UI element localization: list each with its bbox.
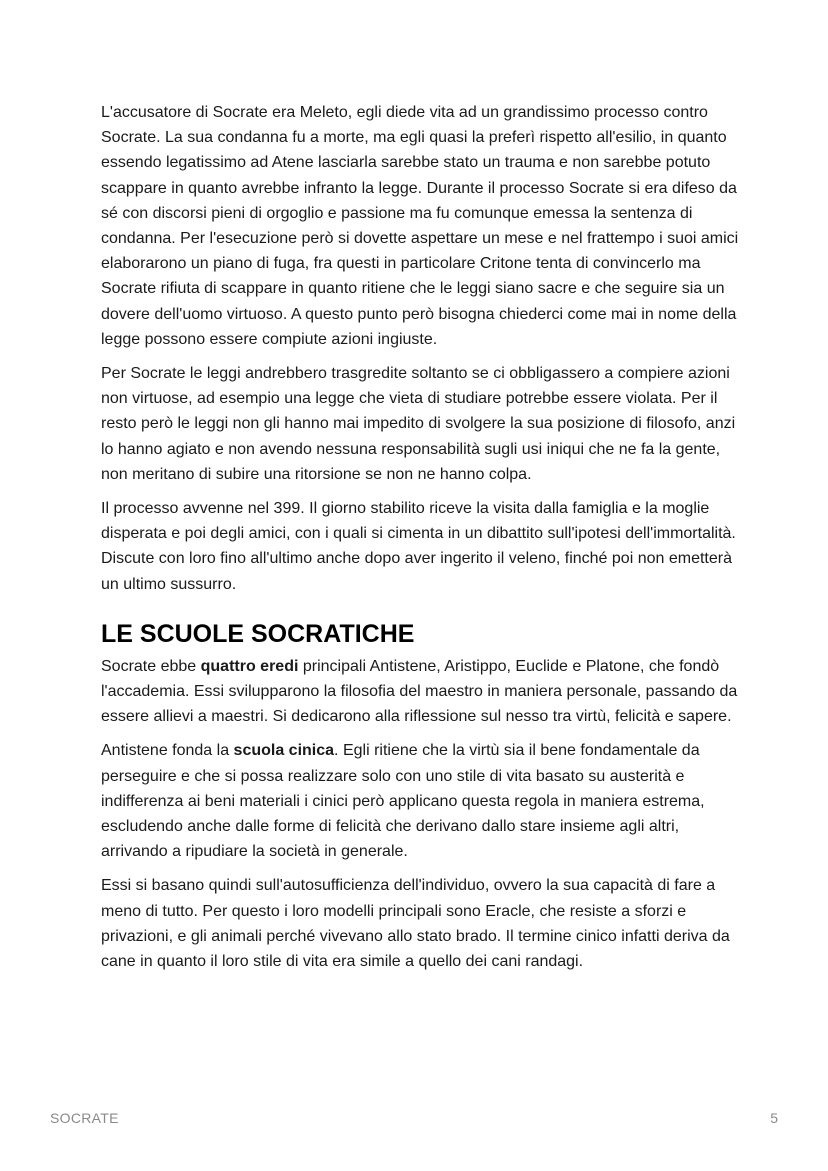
page-content [101, 100, 741, 983]
paragraph-cynic-bold: scuola cinica [233, 742, 335, 760]
footer-title: SOCRATE [50, 1110, 119, 1126]
paragraph-self-sufficiency: Essi si basano quindi sull'autosufficienza dell'individuo, ovvero la sua capacità di fare a meno di tutto. Per questo i loro modelli principali sono Eracle, che resiste a sforzi e privazioni, e gli animali perché vivevano allo stato brado. Il termine cinico infatti deriva da cane in quanto il loro stile di vita era simile a quello dei cani randagi. [101, 877, 730, 971]
paragraph-cynic-text-end: . Egli ritiene che la virtù sia il bene fondamentale da perseguire e che si possa realizzare solo con uno stile di vita basato su austerità e indifferenza ai beni materiali i cinici però applicano questa regola in maniera estrema, escludendo anche dalle forme di felicità che derivano dallo stare insieme agli altri, arrivando a ripudiare la società in generale. [101, 742, 705, 861]
paragraph-laws: Per Socrate le leggi andrebbero trasgredite soltanto se ci obbligassero a compiere azioni non virtuose, ad esempio una legge che vieta di studiare potrebbe essere violata. Per il resto però le leggi non gli hanno mai impedito di svolgere la sua posizione di filosofo, anzi lo hanno agiato e non avendo nessuna responsabilità sugli usi iniqui che ne fa la gente, non meritano di subire una ritorsione se non ne hanno colpa. [101, 365, 736, 483]
paragraph-heirs-text-end: principali Antistene, Aristippo, Euclide e Platone, che fondò l'accademia. Essi svilupparono la filosofia del maestro in maniera personale, passando da essere allievi a maestri. Si dedicarono alla riflessione sul nesso tra virtù, felicità e sapere. [101, 657, 738, 726]
section-heading: LE SCUOLE SOCRATICHE [101, 619, 415, 648]
paragraph-accusation: L'accusatore di Socrate era Meleto, egli diede vita ad un grandissimo processo contro Socrate. La sua condanna fu a morte, ma egli quasi la preferì rispetto all'esilio, in quanto essendo legatissimo ad Atene lasciarla sarebbe stato un trauma e non sarebbe potuto scappare in quanto avrebbe infranto la legge. Durante il processo Socrate si era difeso da sé con discorsi pieni di orgoglio e passione ma fu comunque emessa la sentenza di condanna. Per l'esecuzione però si dovette aspettare un mese e nel frattempo i suoi amici elaborarono un piano di fuga, fra questi in particolare Critone tenta di convincerlo ma Socrate rifiuta di scappare in quanto ritiene che le leggi siano sacre e che seguire sia un dovere dell'uomo virtuoso. A questo punto però bisogna chiederci come mai in nome della legge possono essere compiute azioni ingiuste. [101, 104, 739, 348]
paragraph-heirs-text-start: Socrate ebbe [101, 657, 201, 675]
page-number: 5 [770, 1110, 778, 1126]
paragraph-heirs-bold: quattro eredi [200, 657, 299, 675]
paragraph-cynic-school [101, 738, 741, 864]
paragraph-heirs [101, 654, 741, 730]
paragraph-cynic-text-start: Antistene fonda la [101, 742, 234, 760]
paragraph-trial: Il processo avvenne nel 399. Il giorno stabilito riceve la visita dalla famiglia e la moglie disperata e poi degli amici, con i quali si cimenta in un dibattito sull'ipotesi dell'immortalità. Discute con loro fino all'ultimo anche dopo aver ingerito il veleno, finché poi non emetterà un ultimo sussurro. [101, 500, 736, 593]
